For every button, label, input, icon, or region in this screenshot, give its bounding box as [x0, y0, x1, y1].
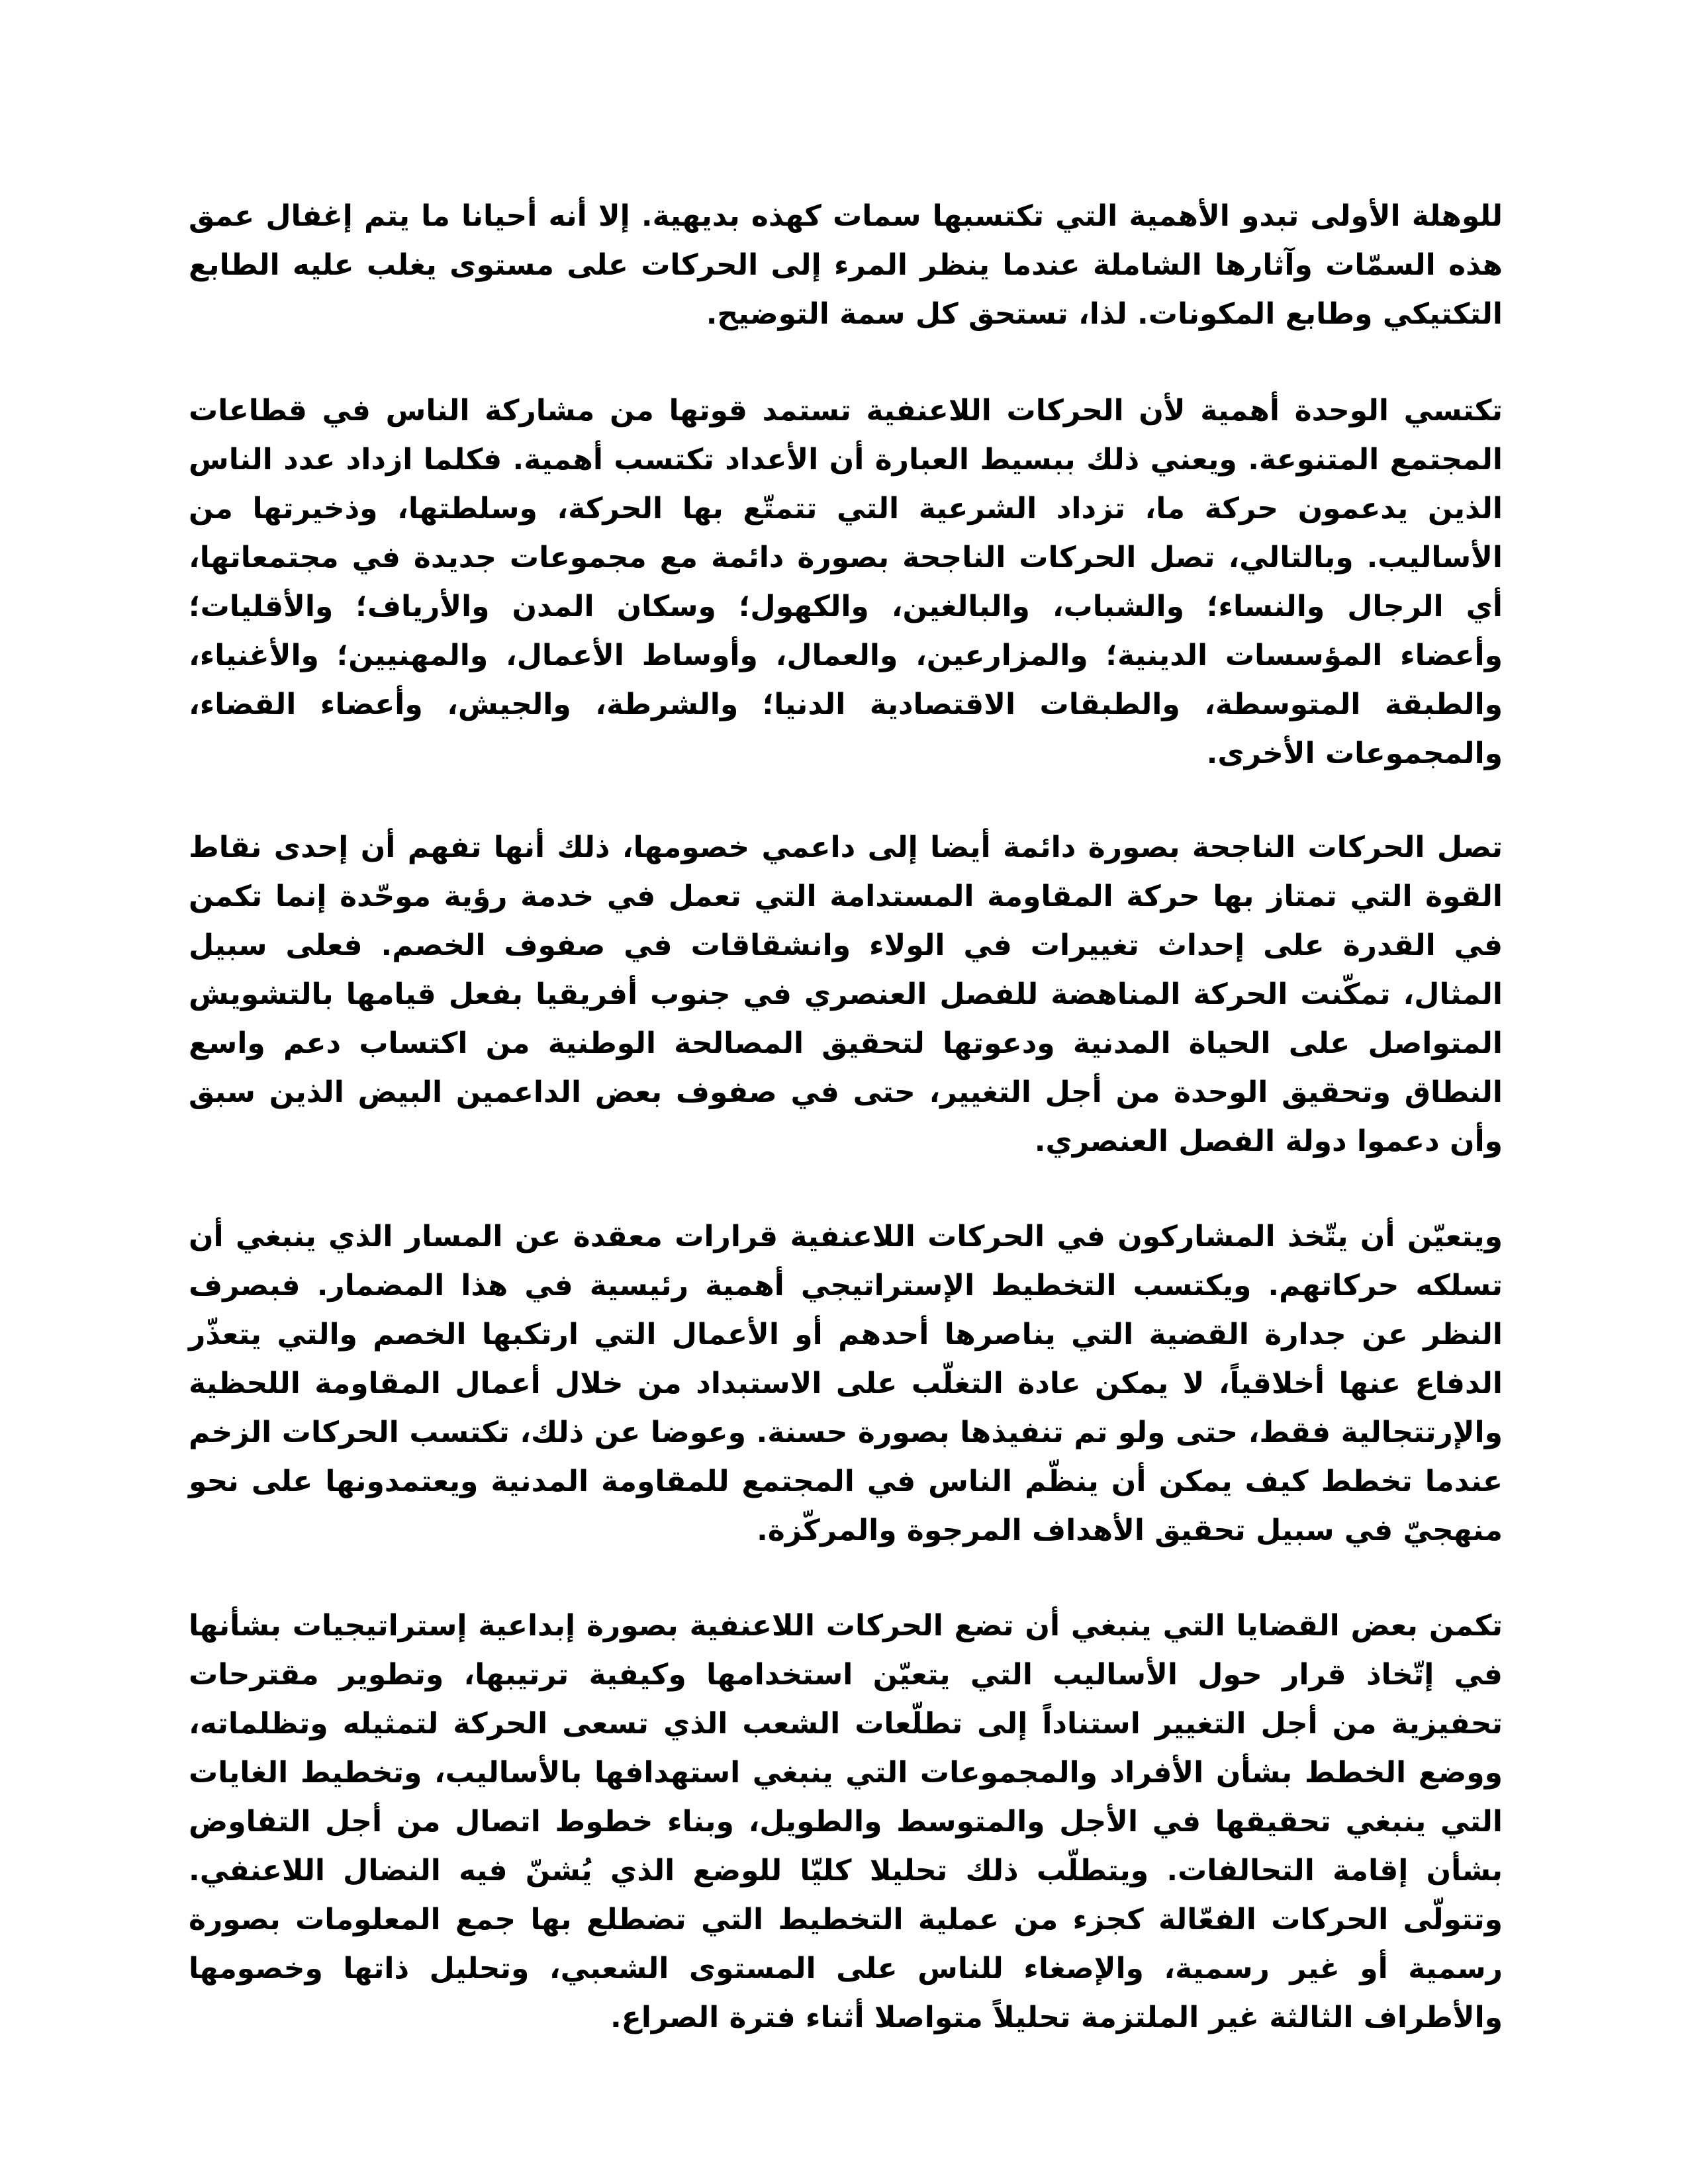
paragraph-intro-attributes: للوهلة الأولى تبدو الأهمية التي تكتسبها سمات كهذه بديهية. إلا أنه أحيانا ما يتم إغفال عمق هذه السمّات وآثارها الشاملة عندما ينظر المرء إلى الحركات على مستوى يغلب عليه الطابع التكتيكي وطابع المكونات. لذا، تستحق كل سمة التوضيح. — [189, 199, 1503, 331]
paragraph-reaching-opponents-supporters: تصل الحركات الناجحة بصورة دائمة أيضا إلى داعمي خصومها، ذلك أنها تفهم أن إحدى نقاط القوة التي تمتاز بها حركة المقاومة المستدامة التي تعمل في خدمة رؤية موحّدة إنما تكمن في القدرة على إحداث تغييرات في الولاء وانشقاقات في صفوف الخصم. فعلى سبيل المثال، تمكّنت الحركة المناهضة للفصل العنصري في جنوب أفريقيا بفعل قيامها بالتشويش المتواصل على الحياة المدنية ودعوتها لتحقيق المصالحة الوطنية من اكتساب دعم واسع النطاق وتحقيق الوحدة من أجل التغيير، حتى في صفوف بعض الداعمين البيض الذين سبق وأن دعموا دولة الفصل العنصري. — [189, 831, 1503, 1158]
document-page — [189, 192, 1503, 2087]
paragraph-unity: تكتسي الوحدة أهمية لأن الحركات اللاعنفية تستمد قوتها من مشاركة الناس في قطاعات المجتمع المتنوعة. ويعني ذلك ببسيط العبارة أن الأعداد تكتسب أهمية. فكلما ازداد عدد الناس الذين يدعمون حركة ما، تزداد الشرعية التي تتمتّع بها الحركة، وسلطتها، وذخيرتها من الأساليب. وبالتالي، تصل الحركات الناجحة بصورة دائمة مع مجموعات جديدة في مجتمعاتها، أي الرجال والنساء؛ والشباب، والبالغين، والكهول؛ وسكان المدن والأرياف؛ والأقليات؛ وأعضاء المؤسسات الدينية؛ والمزارعين، والعمال، وأوساط الأعمال، والمهنيين؛ والأغنياء، والطبقة المتوسطة، والطبقات الاقتصادية الدنيا؛ والشرطة، والجيش، وأعضاء القضاء، والمجموعات الأخرى. — [189, 394, 1503, 770]
paragraph-strategy-issues: تكمن بعض القضايا التي ينبغي أن تضع الحركات اللاعنفية بصورة إبداعية إستراتيجيات بشأنها في إتّخاذ قرار حول الأساليب التي يتعيّن استخدامها وكيفية ترتيبها، وتطوير مقترحات تحفيزية من أجل التغيير استناداً إلى تطلّعات الشعب الذي تسعى الحركة لتمثيله وتظلماته، ووضع الخطط بشأن الأفراد والمجموعات التي ينبغي استهدافها بالأساليب، وتخطيط الغايات التي ينبغي تحقيقها في الأجل والمتوسط والطويل، وبناء خطوط اتصال من أجل التفاوض بشأن إقامة التحالفات. ويتطلّب ذلك تحليلا كليّا للوضع الذي يُشنّ فيه النضال اللاعنفي. وتتولّى الحركات الفعّالة كجزء من عملية التخطيط التي تضطلع بها جمع المعلومات بصورة رسمية أو غير رسمية، والإصغاء للناس على المستوى الشعبي، وتحليل ذاتها وخصومها والأطراف الثالثة غير الملتزمة تحليلاً متواصلا أثناء فترة الصراع. — [189, 1609, 1503, 2034]
paragraph-strategic-planning: ويتعيّن أن يتّخذ المشاركون في الحركات اللاعنفية قرارات معقدة عن المسار الذي ينبغي أن تسلكه حركاتهم. ويكتسب التخطيط الإستراتيجي أهمية رئيسية في هذا المضمار. فبصرف النظر عن جدارة القضية التي يناصرها أحدهم أو الأعمال التي ارتكبها الخصم والتي يتعذّر الدفاع عنها أخلاقياً، لا يمكن عادة التغلّب على الاستبداد من خلال أعمال المقاومة اللحظية والإرتتجالية فقط، حتى ولو تم تنفيذها بصورة حسنة. وعوضا عن ذلك، تكتسب الحركات الزخم عندما تخطط كيف يمكن أن ينظّم الناس في المجتمع للمقاومة المدنية ويعتمدونها على نحو منهجيّ في سبيل تحقيق الأهداف المرجوة والمركّزة. — [189, 1220, 1503, 1547]
